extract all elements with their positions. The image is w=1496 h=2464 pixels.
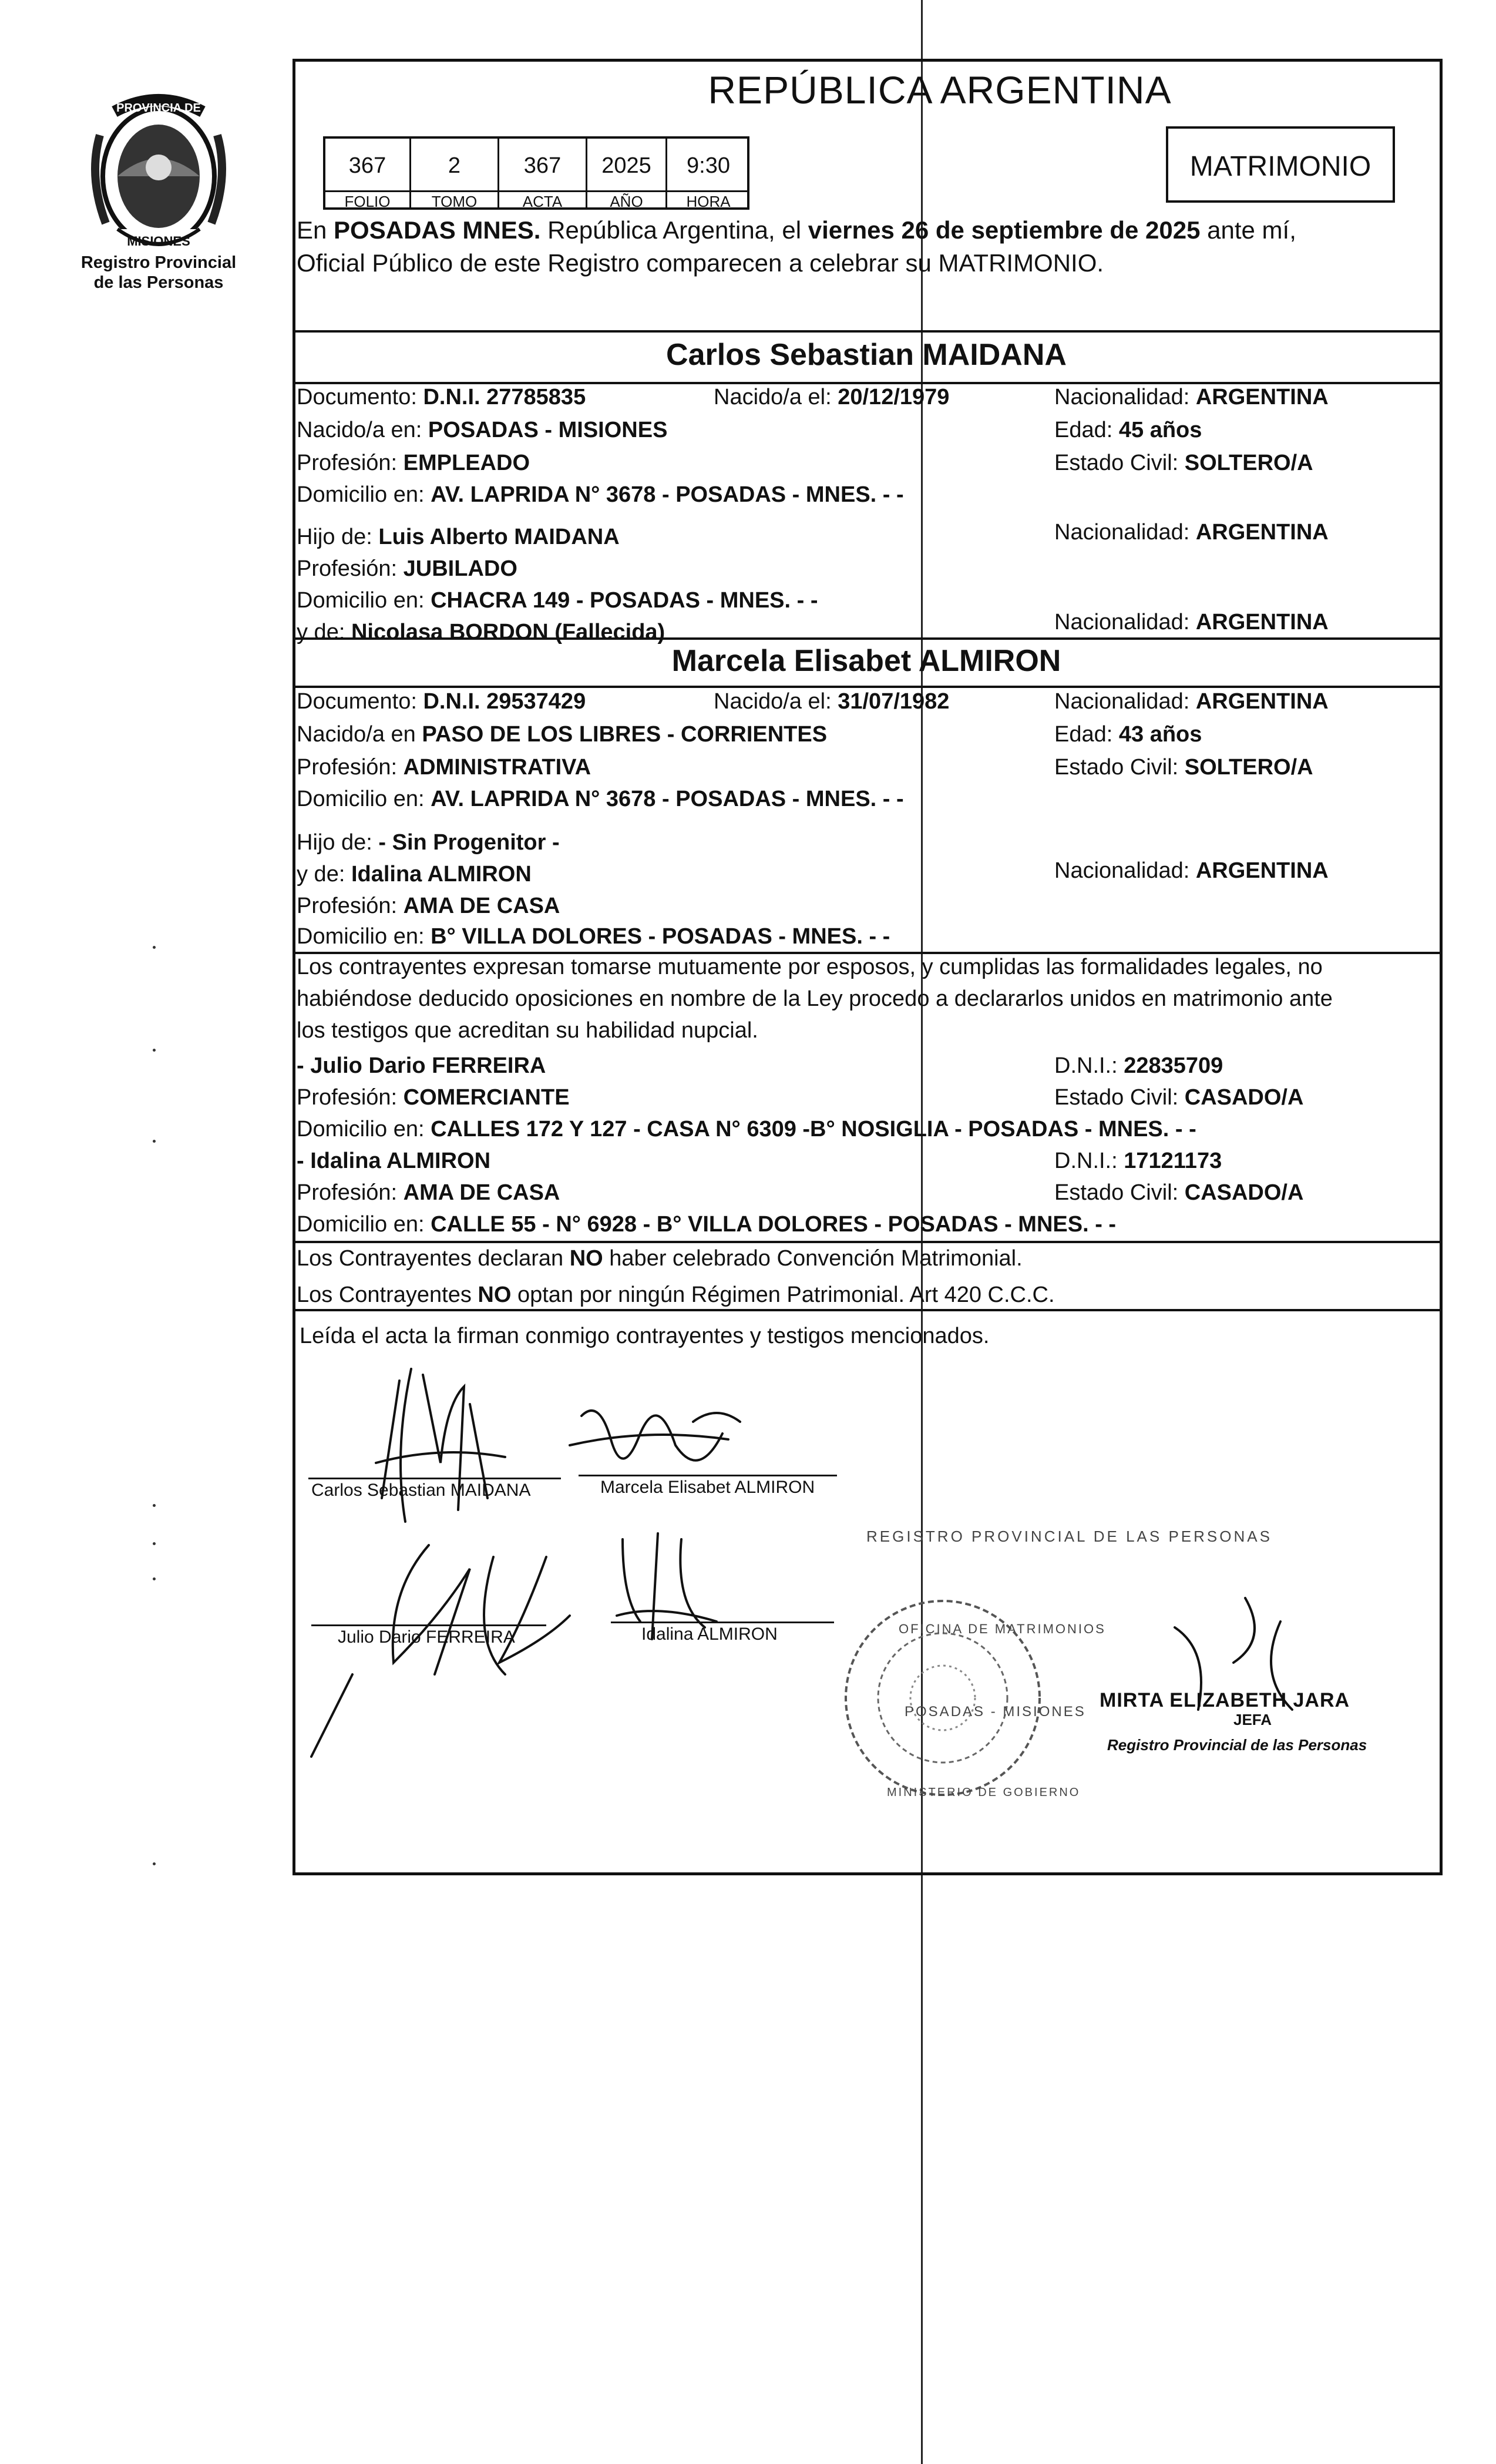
- margin-dot: [153, 1049, 156, 1052]
- groom-document: [297, 383, 586, 411]
- margin-dot: [153, 1542, 156, 1545]
- label: Estado Civil:: [1054, 755, 1185, 780]
- groom-birthplace-value: POSADAS - MISIONES: [428, 418, 668, 442]
- witness2-job-value: AMA DE CASA: [403, 1180, 560, 1205]
- groom-father-value: Luis Alberto MAIDANA: [378, 525, 620, 549]
- bride-nat-value: ARGENTINA: [1195, 689, 1329, 714]
- divider: [293, 330, 1443, 333]
- label: Domicilio en:: [297, 1212, 431, 1237]
- witness1-profession: [297, 1083, 570, 1112]
- witness2-addr-value: CALLE 55 - N° 6928 - B° VILLA DOLORES - POSADAS - MNES. - -: [431, 1212, 1117, 1237]
- witness1-signature-scribble: [311, 1545, 570, 1757]
- label: Domicilio en:: [297, 1117, 431, 1142]
- label: Profesión:: [297, 556, 404, 581]
- bride-born-value: 31/07/1982: [838, 689, 950, 714]
- tomo-value: 2: [411, 139, 499, 193]
- bride-job-value: ADMINISTRATIVA: [403, 755, 591, 780]
- witness1-civil-value: CASADO/A: [1184, 1085, 1304, 1110]
- label: Documento:: [297, 689, 423, 714]
- text: Los Contrayentes declaran: [297, 1246, 570, 1271]
- bride-nationality: [1054, 687, 1329, 716]
- groom-civil-status: [1054, 449, 1313, 477]
- label: Nacionalidad:: [1054, 689, 1196, 714]
- witness1-dni: [1054, 1052, 1223, 1080]
- witness2-address: [297, 1210, 1116, 1238]
- text: optan por ningún Régimen Patrimonial. Art 420 C.C.C.: [511, 1283, 1055, 1307]
- official-name: MIRTA ELIZABETH JARA: [1100, 1689, 1350, 1711]
- witness1-addr-value: CALLES 172 Y 127 - CASA N° 6309 -B° NOSIGLIA - POSADAS - MNES. - -: [431, 1117, 1196, 1142]
- bride-age: [1054, 720, 1202, 748]
- bride-mother-address: [297, 922, 890, 951]
- bride-mother-nat-value: ARGENTINA: [1195, 858, 1329, 883]
- groom-nationality: [1054, 383, 1329, 411]
- label: Estado Civil:: [1054, 1180, 1185, 1205]
- groom-mother-nat-value: ARGENTINA: [1195, 610, 1329, 635]
- bride-mother-value: Idalina ALMIRON: [351, 862, 532, 887]
- bride-mother: [297, 860, 532, 888]
- closing-text: Leída el acta la firman conmigo contrayentes y testigos mencionados.: [300, 1324, 990, 1348]
- official-role: JEFA: [1233, 1711, 1272, 1728]
- intro-line1: [297, 216, 1296, 244]
- groom-age: [1054, 416, 1202, 444]
- witness2-name: - Idalina ALMIRON: [297, 1149, 491, 1173]
- hora-value: 9:30: [687, 153, 730, 178]
- seal-inner-text: OFICINA DE MATRIMONIOS: [899, 1622, 1106, 1636]
- label: Nacionalidad:: [1054, 385, 1196, 409]
- groom-born-value: 20/12/1979: [838, 385, 950, 409]
- bride-addr-value: AV. LAPRIDA N° 3678 - POSADAS - MNES. - -: [431, 787, 904, 811]
- signature-line: [611, 1622, 834, 1623]
- label: Nacionalidad:: [1054, 520, 1196, 545]
- tomo-label: TOMO: [411, 190, 499, 210]
- label: Profesión:: [297, 755, 404, 780]
- bride-document: [297, 687, 586, 716]
- acta-label: ACTA: [499, 190, 587, 210]
- label: Domicilio en:: [297, 924, 431, 949]
- margin-dot: [153, 1140, 156, 1143]
- groom-father-nat-value: ARGENTINA: [1195, 520, 1329, 545]
- seal-outer-text: REGISTRO PROVINCIAL DE LAS PERSONAS: [866, 1528, 1272, 1545]
- witness1-name: - Julio Dario FERREIRA: [297, 1053, 546, 1078]
- witness1-signature-label: Julio Dario FERREIRA: [338, 1627, 515, 1647]
- label: Hijo de:: [297, 830, 379, 855]
- label: y de:: [297, 862, 351, 887]
- label: Nacido/a en: [297, 722, 422, 747]
- groom-doc-value: D.N.I. 27785835: [423, 385, 586, 409]
- intro-date: viernes 26 de septiembre de 2025: [808, 216, 1201, 244]
- bride-profession: [297, 753, 591, 781]
- page-title: REPÚBLICA ARGENTINA: [708, 68, 1172, 112]
- bride-doc-value: D.N.I. 29537429: [423, 689, 586, 714]
- groom-address: [297, 481, 904, 509]
- label: Documento:: [297, 385, 423, 409]
- regime-no-1: NO: [569, 1246, 603, 1271]
- label: y de:: [297, 620, 351, 644]
- bride-father-value: - Sin Progenitor -: [378, 830, 560, 855]
- groom-father: [297, 523, 620, 551]
- divider: [293, 637, 1443, 640]
- bride-address: [297, 785, 904, 813]
- bride-born: [714, 687, 949, 716]
- regime-no-2: NO: [478, 1283, 512, 1307]
- margin-dot: [153, 1504, 156, 1507]
- groom-born: [714, 383, 949, 411]
- intro-prefix: En: [297, 216, 334, 244]
- groom-profession: [297, 449, 530, 477]
- folio-label: FOLIO: [325, 190, 411, 210]
- label: Profesión:: [297, 894, 404, 918]
- anio-value: 2025: [587, 139, 667, 193]
- witness1-dni-value: 22835709: [1124, 1053, 1223, 1078]
- regime-line1: [297, 1244, 1023, 1273]
- groom-birthplace: [297, 416, 667, 444]
- witness1-job-value: COMERCIANTE: [403, 1085, 570, 1110]
- registry-name-line1: Registro Provincial: [80, 253, 237, 272]
- bride-signature-scribble: [570, 1411, 740, 1461]
- text: haber celebrado Convención Matrimonial.: [603, 1246, 1023, 1271]
- label: Nacionalidad:: [1054, 858, 1196, 883]
- groom-mother: [297, 618, 665, 646]
- bride-name-title: Marcela Elisabet ALMIRON: [671, 644, 1061, 678]
- label: D.N.I.:: [1054, 1053, 1124, 1078]
- intro-line2: Oficial Público de este Registro comparecen a celebrar su MATRIMONIO.: [297, 249, 1104, 277]
- record-type-box: MATRIMONIO: [1166, 126, 1395, 203]
- witness2-signature-label: Idalina ALMIRON: [641, 1624, 778, 1644]
- groom-mother-nationality: [1054, 608, 1329, 636]
- bride-civil-status: [1054, 753, 1313, 781]
- crest-text-top: PROVINCIA DE: [116, 102, 201, 115]
- groom-signature-label: Carlos Sebastian MAIDANA: [311, 1481, 531, 1500]
- bride-civil-value: SOLTERO/A: [1184, 755, 1313, 780]
- official-office: Registro Provincial de las Personas: [1107, 1736, 1367, 1754]
- bride-mother-profession: [297, 892, 560, 920]
- label: Nacido/a el:: [714, 385, 838, 409]
- signature-line: [311, 1624, 546, 1626]
- folio-value: 367: [325, 139, 411, 193]
- groom-civil-value: SOLTERO/A: [1184, 451, 1313, 475]
- anio-label: AÑO: [587, 190, 667, 210]
- intro-mid: República Argentina, el: [540, 216, 808, 244]
- label: Hijo de:: [297, 525, 379, 549]
- margin-dot: [153, 946, 156, 949]
- groom-father-nationality: [1054, 518, 1329, 546]
- bride-birthplace-value: PASO DE LOS LIBRES - CORRIENTES: [422, 722, 828, 747]
- groom-father-job-value: JUBILADO: [403, 556, 517, 581]
- divider: [293, 1241, 1443, 1243]
- declaration-line1: Los contrayentes expresan tomarse mutuamente por esposos, y cumplidas las formalidades legales, no: [297, 955, 1323, 979]
- witness1-address: [297, 1115, 1196, 1143]
- label: D.N.I.:: [1054, 1149, 1124, 1173]
- groom-father-address: [297, 586, 818, 615]
- label: Nacionalidad:: [1054, 610, 1196, 635]
- label: Edad:: [1054, 418, 1119, 442]
- bride-father: [297, 828, 560, 857]
- witness2-dni-value: 17121173: [1124, 1149, 1222, 1173]
- registry-name-line2: de las Personas: [93, 273, 224, 292]
- label: Nacido/a en:: [297, 418, 428, 442]
- regime-line2: [297, 1281, 1055, 1309]
- bride-mother-job-value: AMA DE CASA: [403, 894, 560, 918]
- groom-mother-value: Nicolasa BORDON (Fallecida): [351, 620, 665, 644]
- witness2-civil-status: [1054, 1179, 1303, 1207]
- witness1-civil-status: [1054, 1083, 1303, 1112]
- provincial-crest-icon: [82, 88, 235, 264]
- bride-age-value: 43 años: [1118, 722, 1202, 747]
- bride-signature-label: Marcela Elisabet ALMIRON: [600, 1478, 815, 1497]
- hora-label: HORA: [667, 190, 749, 210]
- label: Nacido/a el:: [714, 689, 838, 714]
- bride-mother-nationality: [1054, 857, 1329, 885]
- label: Profesión:: [297, 1085, 404, 1110]
- seal-bottom-text: POSADAS - MISIONES: [905, 1704, 1086, 1720]
- text: Los Contrayentes: [297, 1283, 478, 1307]
- groom-name-title: Carlos Sebastian MAIDANA: [666, 338, 1067, 372]
- witness2-dni: [1054, 1147, 1222, 1175]
- bride-birthplace: [297, 720, 827, 748]
- groom-job-value: EMPLEADO: [403, 451, 530, 475]
- label: Estado Civil:: [1054, 1085, 1185, 1110]
- crest-text-bottom: MISIONES: [127, 234, 190, 249]
- acta-value: 367: [499, 139, 587, 193]
- declaration-line2: habiéndose deducido oposiciones en nombre de la Ley procedo a declararlos unidos en matrimonio ante: [297, 986, 1333, 1011]
- divider: [293, 1309, 1443, 1311]
- intro-place: POSADAS MNES.: [334, 216, 541, 244]
- signature-line: [308, 1478, 561, 1479]
- groom-father-profession: [297, 555, 517, 583]
- signatures-area: [294, 1345, 1439, 1874]
- margin-dot: [153, 1862, 156, 1865]
- groom-father-addr-value: CHACRA 149 - POSADAS - MNES. - -: [431, 588, 818, 613]
- label: Domicilio en:: [297, 787, 431, 811]
- witness2-profession: [297, 1179, 560, 1207]
- label: Estado Civil:: [1054, 451, 1185, 475]
- margin-dot: [153, 1577, 156, 1580]
- signature-line: [579, 1475, 837, 1476]
- record-fields-table: [323, 136, 749, 210]
- witness2-signature-scribble: [617, 1533, 717, 1639]
- label: Profesión:: [297, 451, 404, 475]
- declaration-line3: los testigos que acreditan su habilidad nupcial.: [297, 1018, 758, 1043]
- label: Profesión:: [297, 1180, 404, 1205]
- groom-age-value: 45 años: [1118, 418, 1202, 442]
- witness2-civil-value: CASADO/A: [1184, 1180, 1304, 1205]
- label: Domicilio en:: [297, 588, 431, 613]
- groom-nat-value: ARGENTINA: [1195, 385, 1329, 409]
- intro-suffix: ante mí,: [1200, 216, 1296, 244]
- label: Domicilio en:: [297, 482, 431, 507]
- registry-name: [65, 253, 253, 293]
- label: Edad:: [1054, 722, 1119, 747]
- seal-ministry-text: MINISTERIO DE GOBIERNO: [887, 1786, 1081, 1799]
- bride-mother-addr-value: B° VILLA DOLORES - POSADAS - MNES. - -: [431, 924, 890, 949]
- groom-addr-value: AV. LAPRIDA N° 3678 - POSADAS - MNES. - -: [431, 482, 904, 507]
